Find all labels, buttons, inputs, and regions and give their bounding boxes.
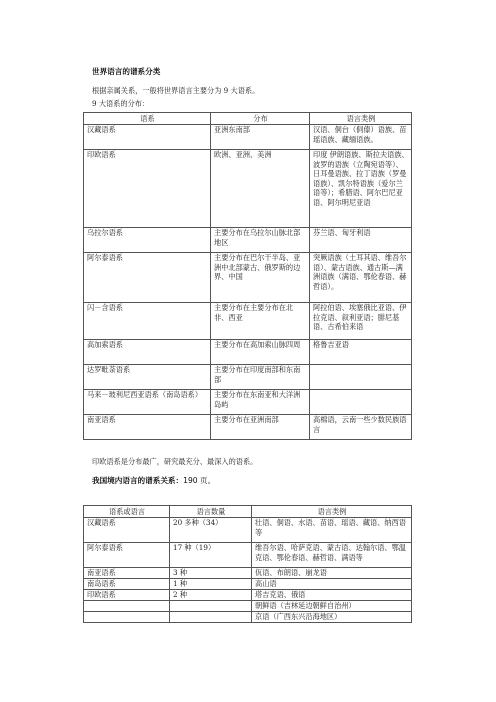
section1-note: 印欧语系是分布最广，研究最充分、最深入的语系。 [92, 457, 258, 466]
table-row [84, 124, 412, 149]
table-row [84, 517, 412, 542]
table-row [84, 149, 412, 227]
family-cell: 南亚语系 [84, 567, 170, 578]
family-cell: 汉藏语系 [84, 124, 211, 149]
family-cell: 高加索语系 [84, 339, 211, 364]
family-cell: 汉藏语系 [84, 517, 170, 542]
distribution-cell: 主要分布在印度南部和东南部 [211, 364, 310, 389]
count-cell: 3 种 [170, 567, 252, 578]
family-cell: 乌拉尔语系 [84, 227, 211, 252]
family-cell: 印欧语系 [84, 149, 211, 227]
family-cell: 闪－含语系 [84, 302, 211, 339]
table-row [84, 567, 412, 578]
family-cell [84, 611, 170, 622]
header-cell: 语言类例 [252, 506, 412, 518]
table-row [84, 414, 412, 439]
table-header-row [84, 506, 412, 518]
table-row [84, 542, 412, 567]
section2-title-text: 我国境内语言的谱系关系： [92, 476, 184, 485]
count-cell [170, 611, 252, 622]
examples-cell: 京语（广西东兴沿海地区） [252, 611, 412, 622]
table-header-row [84, 113, 412, 125]
table-row [84, 578, 412, 589]
examples-cell: 印度 伊朗语族、斯拉夫语族、波罗的语族（立陶宛语等）、日耳曼语族、拉丁语族（罗曼语族）、凯尔特语族（爱尔兰语等）；希腊语、阿尔巴尼亚语、阿尔明尼亚语 [310, 149, 412, 227]
family-cell: 马来－玻利尼西亚语系（南岛语系） [84, 389, 211, 414]
language-families-table [83, 112, 412, 440]
examples-cell: 突厥语族（土耳其语、维吾尔语）、蒙古语族、通古斯—满洲语族（满语、鄂伦春语、赫哲语）。 [310, 252, 412, 302]
examples-cell: 阿拉伯语、埃塞俄比亚语、伊拉克语、叙利亚语；腓尼基语、古希伯来语 [310, 302, 412, 339]
examples-cell: 佤语、布朗语、崩龙语 [252, 567, 412, 578]
family-cell: 阿尔泰语系 [84, 252, 211, 302]
family-cell: 印欧语系 [84, 589, 170, 600]
header-cell: 语系 [84, 113, 211, 125]
distribution-cell: 亚洲东南部 [211, 124, 310, 149]
table-row [84, 227, 412, 252]
table-row [84, 600, 412, 611]
family-cell: 南岛语系 [84, 578, 170, 589]
distribution-cell: 主要分布在亚洲南部 [211, 414, 310, 439]
table-row [84, 364, 412, 389]
family-cell: 达罗毗荼语系 [84, 364, 211, 389]
section1-intro-line2: 9 大语系的分布： [92, 99, 150, 108]
examples-cell [310, 364, 412, 389]
family-cell [84, 600, 170, 611]
examples-cell: 高山语 [252, 578, 412, 589]
table-row [84, 339, 412, 364]
section2-title-suffix: 190 页。 [183, 476, 216, 485]
table-row [84, 389, 412, 414]
table-row [84, 611, 412, 622]
count-cell: 17 种（19） [170, 542, 252, 567]
count-cell: 2 种 [170, 589, 252, 600]
china-languages-table [83, 505, 412, 623]
examples-cell: 芬兰语、匈牙利语 [310, 227, 412, 252]
examples-cell: 朝鲜语（吉林延边朝鲜自治州） [252, 600, 412, 611]
examples-cell: 塔吉克语、俄语 [252, 589, 412, 600]
header-cell: 语系或语言 [84, 506, 170, 518]
distribution-cell: 主要分布在乌拉尔山脉北部地区 [211, 227, 310, 252]
count-cell: 1 种 [170, 578, 252, 589]
header-cell: 语言数量 [170, 506, 252, 518]
examples-cell: 格鲁吉亚语 [310, 339, 412, 364]
section1-title: 世界语言的谱系分类 [92, 67, 161, 76]
count-cell: 20 多种（34） [170, 517, 252, 542]
examples-cell: 汉语、侗台（侗傣）语族、苗瑶语族、藏缅语族。 [310, 124, 412, 149]
family-cell: 南亚语系 [84, 414, 211, 439]
section1-intro-line1: 根据亲属关系，一般将世界语言主要分为 9 大语系。 [92, 86, 260, 95]
distribution-cell: 主要分布在巴尔干半岛、亚洲中北部蒙古、俄罗斯的边界、中国 [211, 252, 310, 302]
header-cell: 语言类例 [310, 113, 412, 125]
family-cell: 阿尔泰语系 [84, 542, 170, 567]
table-row [84, 302, 412, 339]
examples-cell: 维吾尔语、哈萨克语、蒙古语、达翰尔语、鄂温克语、鄂伦春语、赫哲语、满语等 [252, 542, 412, 567]
distribution-cell: 主要分布在主要分布在北非、西亚 [211, 302, 310, 339]
section2-title [92, 475, 215, 486]
distribution-cell: 欧洲、亚洲、美洲 [211, 149, 310, 227]
examples-cell [310, 389, 412, 414]
examples-cell: 高棉语，云南一些少数民族语言 [310, 414, 412, 439]
table-row [84, 589, 412, 600]
distribution-cell: 主要分布在东南亚和大洋洲岛屿 [211, 389, 310, 414]
count-cell [170, 600, 252, 611]
header-cell: 分布 [211, 113, 310, 125]
table-row [84, 252, 412, 302]
examples-cell: 壮语、侗语、水语、苗语、瑶语、藏语、纳西语等 [252, 517, 412, 542]
distribution-cell: 主要分布在高加索山脉四周 [211, 339, 310, 364]
